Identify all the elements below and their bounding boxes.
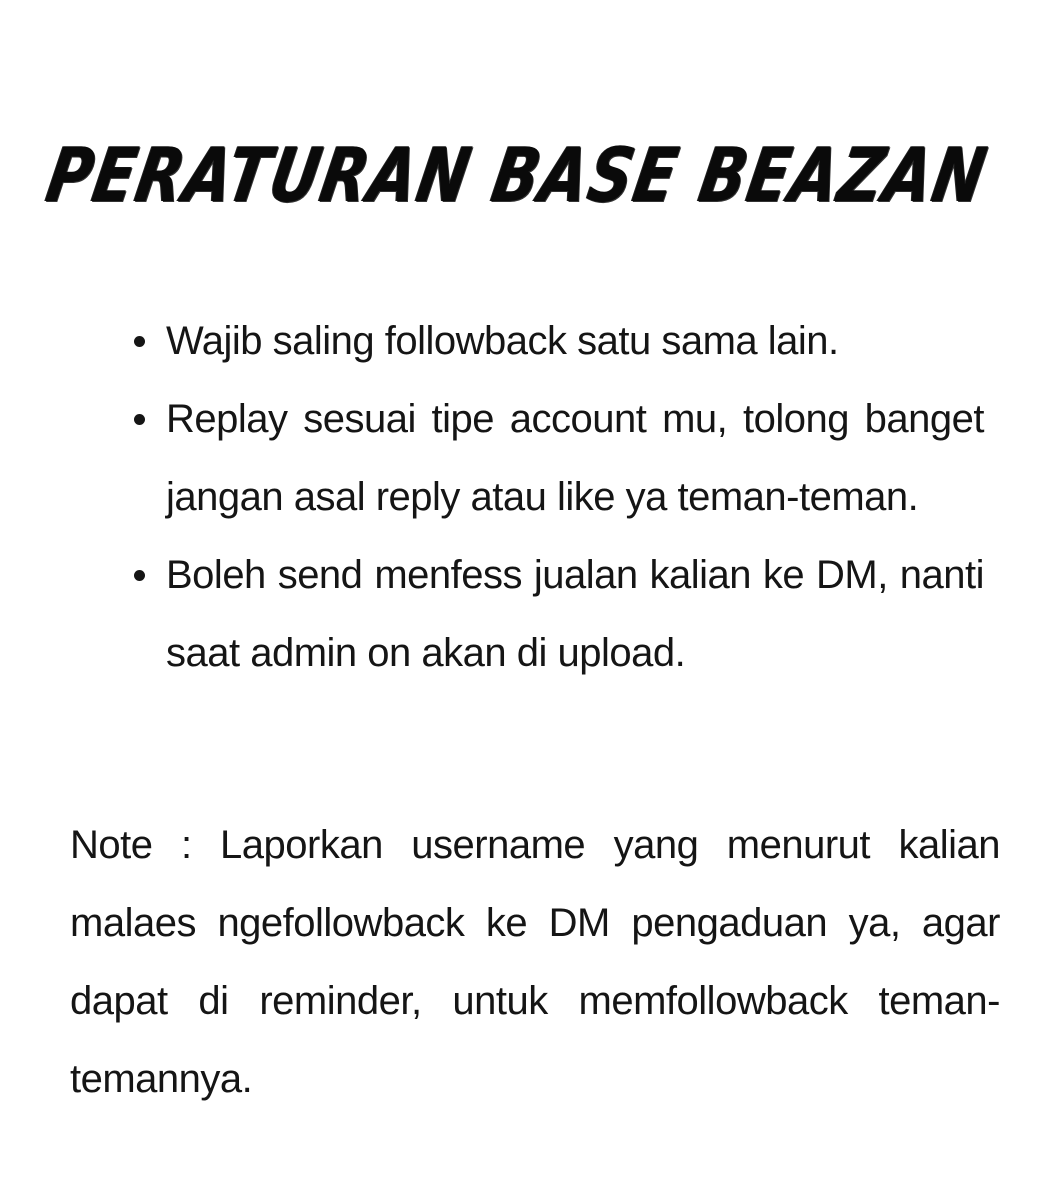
rule-item [124, 302, 984, 380]
bullet-icon [134, 570, 145, 581]
rule-item [124, 536, 984, 692]
bullet-icon [134, 414, 145, 425]
rule-text: Boleh send menfess jualan kalian ke DM, nanti saat admin on akan di upload. [166, 553, 984, 675]
bullet-icon [134, 336, 145, 347]
rules-list [124, 302, 984, 692]
page-title: PERATURAN BASE BEAZAN [40, 132, 994, 220]
rule-text: Replay sesuai tipe account mu, tolong banget jangan asal reply atau like ya teman-teman. [166, 397, 984, 519]
rule-item [124, 380, 984, 536]
rule-text: Wajib saling followback satu sama lain. [166, 319, 839, 363]
note-paragraph: Note : Laporkan username yang menurut kalian malaes ngefollowback ke DM pengaduan ya, agar dapat di reminder, untuk memfollowback teman-temannya. [70, 823, 1000, 1101]
